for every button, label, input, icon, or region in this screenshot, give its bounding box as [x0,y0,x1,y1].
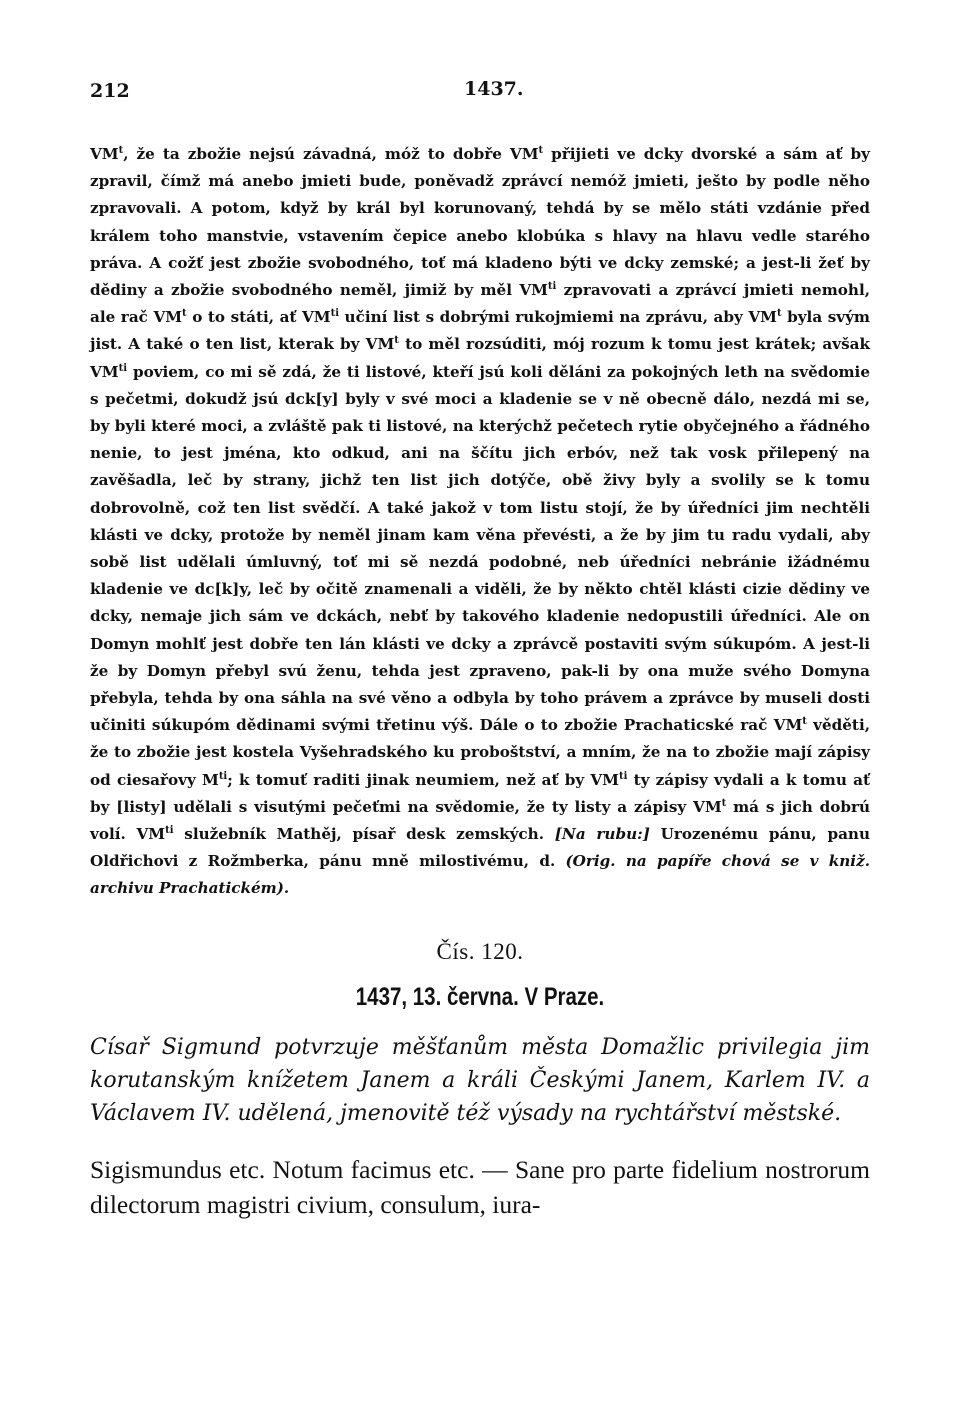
body-text-segment: o to státi, ať VM [186,308,331,327]
body-text-segment: ; k tomuť raditi jinak neumiem, než ať by VM [227,770,619,789]
page-header [90,78,870,108]
superscript-abbreviation: t [776,308,782,320]
page-number: 212 [90,80,130,102]
body-text-segment: učiní list s dobrými rukojmiemi na zprávu, aby VM [339,308,777,327]
letter-body-text [90,141,870,903]
body-text-segment: přijieti ve dcky dvorské a sám ať by zpravil, čímž má anebo jmieti bude, poněvadž zprávcí nemóž jmieti, ješto by podle něho zpravovali. A potom, když by král byl korunovaný, tehdá by se mělo státi vzdánie před králem toho manstvie, vstavením čepice anebo klobúka s hlavy na hlavu vedle starého práva. A cožť jest zbožie svobodného, toť má kladeno býti ve dcky zemské; a jest-li žeť by dědiny a zbožie svobodného neměl, jimiž by měl VM [90,145,870,300]
superscript-abbreviation: t [182,308,187,320]
editorial-note: [Na rubu:] [554,825,650,844]
body-text-segment: to měl rozsúditi, mój rozum k tomu jest krátek; avšak VM [90,335,870,381]
superscript-abbreviation: ti [547,281,557,293]
document-number: Čís. 120. [436,938,524,964]
superscript-abbreviation: t [802,716,807,728]
body-text-segment: má s jich dobrú volí. VM [90,797,871,844]
body-text-segment: zpravovati a zprávcí jmieti nemohl, ale rač VM [90,281,871,327]
superscript-abbreviation: ti [165,825,174,837]
superscript-abbreviation: ti [118,362,128,374]
body-text-segment: VM [90,145,119,163]
body-text-segment: poviem, co mi sě zdá, že ti listové, kteří jsú koli děláni za pokojných leth na svědomie s pečetmi, dokudž jsú dck[y] byly v své moci a kladenie se v ně obecně dálo, nezdá mi se, by byli které moci, a zvláště pak ti listové, na kterýchž pečetech rytie obyčejného a řádného nenie, to jest jména, kto odkud, ani na ščítu jich erbóv, než tak vosk přilepený na zavěšadla, leč by strany, jichž ten list jich dotýče, obě živy byly a svolily se k tomu dobrovolně, což ten list svědčí. A také jakož v tom listu stojí, že by úředníci jim nechtěli klásti ve dcky, protože by neměl jinam kam věna převésti, a že by jim tu radu vydali, aby sobě list udělali úmluvný, toť mi sě nezdá podobné, neb úředníci nebránie ižádnému kladenie ve dc[k]y, leč by očitě znamenali a viděli, že by někto chtěl klásti cizie dědiny ve dcky, nemaje jich sám ve dckách, nebť by takového kladenie nedopustili úředníci. Ale on Domyn mohlť jest dobře ten lán klásti ve dcky a zprávcě postaviti svým súkupóm. A jest-li že by Domyn přebyl svú ženu, tehda jest zpraveno, pak-li by ona muže svého Domyna přebyla, tehda by ona sáhla na své věno a odbyla by toho právem a zprávce by museli dosti učiniti súkupóm dědinami svými třetinu výš. Dále o to zbožie Prachaticské rač VM [90,362,870,735]
superscript-abbreviation: t [118,145,124,156]
body-text-segment: služebník Mathěj, písař desk zemských. [173,825,555,844]
superscript-abbreviation: ti [218,770,228,782]
document-regest-summary: Císař Sigmund potvrzuje měšťanům města Domažlic privilegia jim korutanským knížetem Janem a králi Českými Janem, Karlem IV. a Václavem IV. udělená, jmenovitě též výsady na rychtářství městské. [90,1034,870,1126]
superscript-abbreviation: ti [330,308,339,320]
superscript-abbreviation: t [721,797,727,809]
body-text-segment: byla svým jist. A také o ten list, kterak by VM [90,308,870,354]
superscript-abbreviation: t [538,145,544,156]
running-head-year: 1437. [464,78,524,100]
editorial-note: (Orig. na papíře chová se v kniž. archivu Prachatickém). [90,852,870,898]
latin-charter-opening: Sigismundus etc. Notum facimus etc. — Sane pro parte fidelium nostrorum dilectorum magistri civium, consulum, iura- [90,1154,870,1219]
body-text-segment: věděti, že to zbožie jest kostela Vyšehradského ku proboštství, a mním, že na to zbožie mají zápisy od ciesařovy M [90,716,870,789]
document-page [90,78,870,1222]
superscript-abbreviation: t [394,335,399,347]
body-text-segment: , že ta zbožie nejsú závadná, móž to dobře VM [123,145,539,163]
body-text-segment: ty zápisy vydali a k tomu ať by [listy] udělali s visutými pečeťmi na svědomie, že ty listy a zápisy VM [90,770,870,816]
body-text-segment: Urozenému pánu, panu Oldřichovi z Rožmberka, pánu mně milostivému, d. [90,825,870,871]
superscript-abbreviation: ti [618,770,628,782]
document-date-place: 1437, 13. června. V Praze. [355,982,605,1011]
